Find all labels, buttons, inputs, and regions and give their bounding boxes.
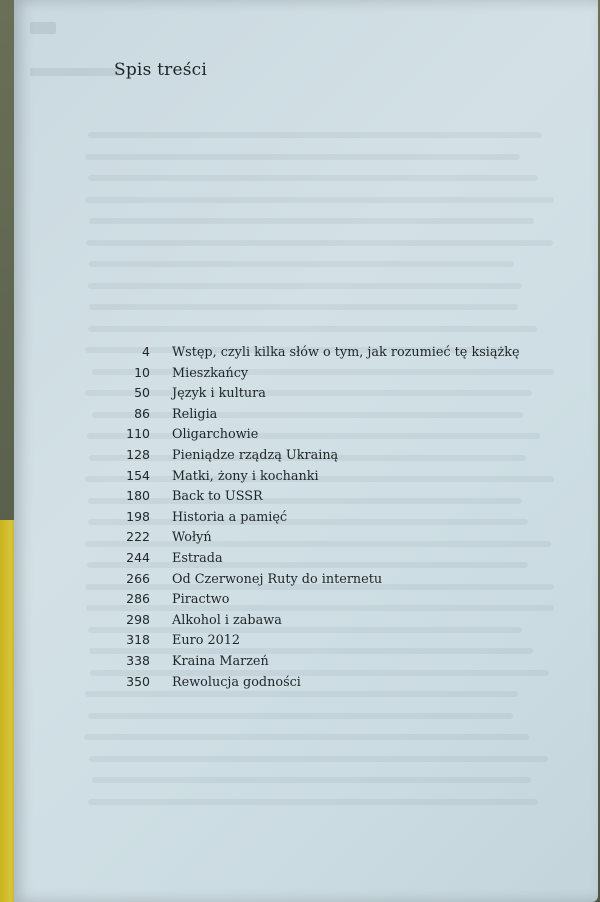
- bleed-through-page-number: [30, 22, 56, 34]
- toc-chapter-title: Wstęp, czyli kilka słów o tym, jak rozumieć tę książkę: [172, 345, 520, 360]
- toc-page-number: 198: [126, 508, 150, 524]
- toc-entry: [104, 550, 544, 571]
- toc-chapter-title: Wołyń: [172, 530, 212, 546]
- toc-page-number: 318: [126, 632, 150, 648]
- bleed-through-line: [89, 756, 548, 762]
- bleed-through-line: [86, 240, 553, 246]
- toc-chapter-title: Mieszkańcy: [172, 365, 249, 381]
- toc-chapter-title: Historia a pamięć: [172, 509, 288, 525]
- toc-entry: [104, 529, 544, 550]
- toc-entry: [104, 468, 544, 489]
- toc-entry: [104, 447, 544, 468]
- toc-entry: [104, 488, 544, 509]
- toc-page-number: 286: [126, 591, 150, 607]
- toc-entry: [104, 406, 544, 427]
- toc-entry: [104, 653, 544, 674]
- toc-entry: [104, 385, 544, 406]
- toc-entry: [104, 632, 544, 653]
- toc-entry: [104, 674, 544, 695]
- toc-chapter-title: Euro 2012: [172, 633, 241, 649]
- bleed-through-line: [85, 154, 520, 160]
- toc-chapter-title: Alkohol i zabawa: [172, 612, 282, 628]
- toc-chapter-title: Pieniądze rządzą Ukrainą: [172, 447, 339, 463]
- toc-page-number: 110: [126, 426, 150, 442]
- toc-page-number: 298: [126, 611, 150, 627]
- toc-page-number: 244: [126, 549, 150, 565]
- bleed-through-line: [88, 799, 538, 805]
- toc-chapter-title: Estrada: [172, 550, 223, 566]
- bleed-through-line: [89, 304, 518, 310]
- toc-entry: [104, 344, 544, 365]
- toc-page-number: 266: [126, 570, 150, 586]
- bleed-through-line: [84, 734, 529, 740]
- bleed-through-line: [88, 175, 538, 181]
- toc-page-number: 180: [126, 488, 150, 504]
- toc-entry: [104, 509, 544, 530]
- bleed-through-line: [88, 326, 537, 332]
- toc-page-number: 350: [126, 673, 150, 689]
- toc-entry: [104, 571, 544, 592]
- toc-chapter-title: Od Czerwonej Ruty do internetu: [172, 571, 383, 587]
- toc-chapter-title: Oligarchowie: [172, 427, 259, 443]
- toc-chapter-title: Religia: [172, 406, 218, 422]
- toc-page-number: 338: [126, 652, 150, 668]
- toc-entry: [104, 591, 544, 612]
- bleed-through-line: [89, 261, 514, 267]
- bleed-through-line: [89, 218, 534, 224]
- bleed-through-line: [92, 777, 531, 783]
- toc-entry: [104, 365, 544, 386]
- toc-chapter-title: Kraina Marzeń: [172, 653, 269, 669]
- toc-chapter-title: Back to USSR: [172, 489, 263, 505]
- bleed-through-line: [88, 283, 522, 289]
- toc-page-number: 222: [126, 529, 150, 545]
- toc-chapter-title: Rewolucja godności: [172, 674, 301, 690]
- toc-chapter-title: Matki, żony i kochanki: [172, 468, 319, 484]
- toc-page-number: 154: [126, 467, 150, 483]
- table-of-contents: [104, 344, 544, 694]
- bleed-through-running-head: [30, 68, 120, 76]
- book-page: [14, 0, 598, 902]
- toc-page-number: 10: [134, 364, 150, 380]
- bleed-through-line: [88, 713, 513, 719]
- bleed-through-line: [88, 132, 542, 138]
- toc-page-number: 86: [134, 405, 150, 421]
- toc-chapter-title: Język i kultura: [172, 386, 266, 402]
- toc-entry: [104, 426, 544, 447]
- toc-page-number: 50: [134, 385, 150, 401]
- toc-chapter-title: Piractwo: [172, 592, 230, 608]
- toc-entry: [104, 612, 544, 633]
- page-title: Spis treści: [114, 60, 207, 80]
- toc-page-number: 4: [142, 344, 150, 359]
- toc-page-number: 128: [126, 446, 150, 462]
- bleed-through-line: [85, 197, 554, 203]
